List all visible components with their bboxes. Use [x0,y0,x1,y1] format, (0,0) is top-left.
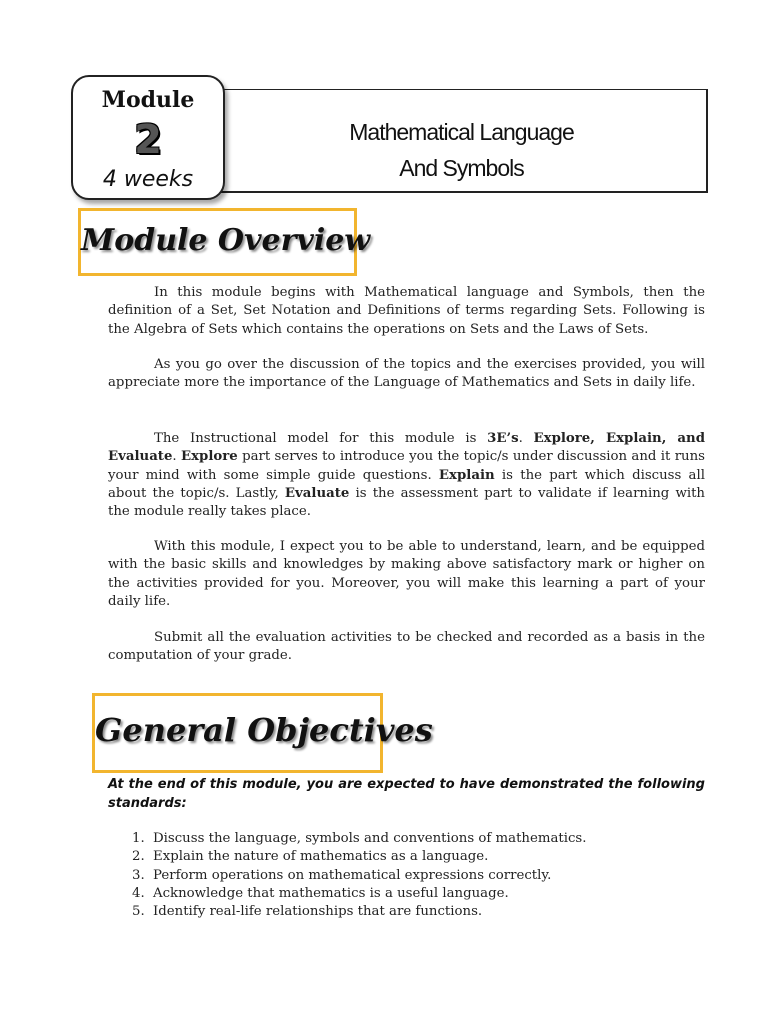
objective-item: 1. Discuss the language, symbols and conventions of mathematics. [132,831,587,846]
overview-heading-box [78,208,371,276]
objective-item: 3. Perform operations on mathematical expressions correctly. [132,867,552,883]
objective-item: 4. Acknowledge that mathematics is a useful language. [132,885,509,901]
objectives-heading-box [92,693,433,773]
overview-heading: Module Overview [81,223,371,258]
overview-paragraph: Submit all the evaluation activities to be checked and recorded as a basis in the computation of your grade. [108,630,705,664]
objectives-list [132,830,586,921]
objectives-intro: At the end of this module, you are expected to have demonstrated the following standards: [108,777,705,811]
instructional-model-paragraph: The Instructional model for this module is 3E’s. Explore, Explain, and Evaluate. Explore part serves to introduce you the topic/s under discussion and it runs your mind with some simple guide questions. Explain is the part which discuss all about the topic/s. Lastly, Evaluate is the assessment part to validate if learning with the module really takes place. [108,431,705,520]
objective-item: 5. Identify real-life relationships that are functions. [132,904,483,920]
module-duration: 4 weeks [102,167,194,192]
module-label: Module [101,87,195,113]
overview-paragraph: In this module begins with Mathematical language and Symbols, then the definition of a Set, Set Notation and Definitions of terms regarding Sets. Following is the Algebra of Sets which contains the operations on Sets and the Laws of Sets. [108,285,705,337]
overview-paragraph: As you go over the discussion of the topics and the exercises provided, you will appreciate more the importance of the Language of Mathematics and Sets in daily life. [108,357,705,391]
objectives-heading: General Objectives [95,711,433,749]
objective-item: 2. Explain the nature of mathematics as a language. [132,849,489,865]
overview-paragraph: With this module, I expect you to be able to understand, learn, and be equipped with the basic skills and knowledges by making above satisfactory mark or higher on the activities provided for you. Moreover, you will make this learning a part of your daily life. [108,539,705,609]
module-badge [71,75,225,200]
module-number: 2 [134,117,162,163]
module-title-box [216,89,708,193]
module-title-line2: And Symbols [399,155,524,181]
module-title [217,114,706,186]
module-title-line1: Mathematical Language [349,119,574,145]
